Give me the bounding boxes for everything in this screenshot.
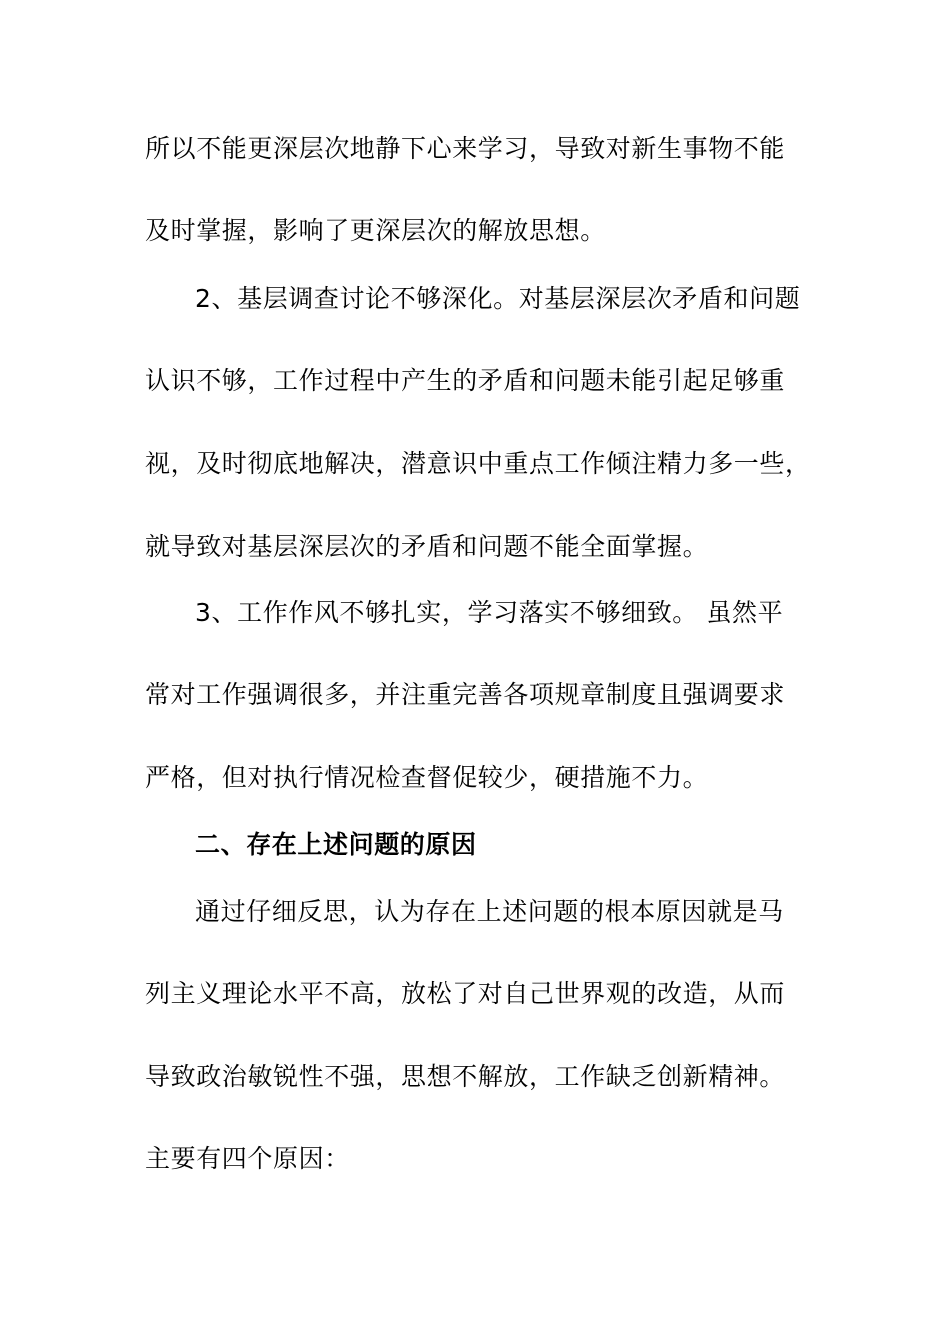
paragraph-line: 列主义理论水平不高，放松了对自己世界观的改造，从而 — [145, 979, 786, 1008]
paragraph-line: 就导致对基层深层次的矛盾和问题不能全面掌握。 — [145, 532, 709, 561]
paragraph-line: 及时掌握，影响了更深层次的解放思想。 — [145, 216, 606, 245]
paragraph-line: 所以不能更深层次地静下心来学习，导致对新生事物不能 — [145, 134, 786, 163]
paragraph-line: 视，及时彻底地解决，潜意识中重点工作倾注精力多一些， — [145, 449, 811, 478]
item-2-line: 2、基层调查讨论不够深化。对基层深层次矛盾和问题 — [195, 284, 801, 313]
paragraph-line: 主要有四个原因： — [145, 1144, 350, 1173]
paragraph-line: 严格，但对执行情况检查督促较少，硬措施不力。 — [145, 763, 709, 792]
paragraph-line: 常对工作强调很多，并注重完善各项规章制度且强调要求 — [145, 680, 786, 709]
paragraph-line: 通过仔细反思，认为存在上述问题的根本原因就是马 — [195, 897, 784, 926]
paragraph-line: 认识不够，工作过程中产生的矛盾和问题未能引起足够重 — [145, 366, 786, 395]
paragraph-line: 导致政治敏锐性不强，思想不解放，工作缺乏创新精神。 — [145, 1062, 786, 1091]
section-heading: 二、存在上述问题的原因 — [195, 830, 477, 859]
item-3-line: 3、工作作风不够扎实，学习落实不够细致。 虽然平 — [195, 598, 784, 627]
